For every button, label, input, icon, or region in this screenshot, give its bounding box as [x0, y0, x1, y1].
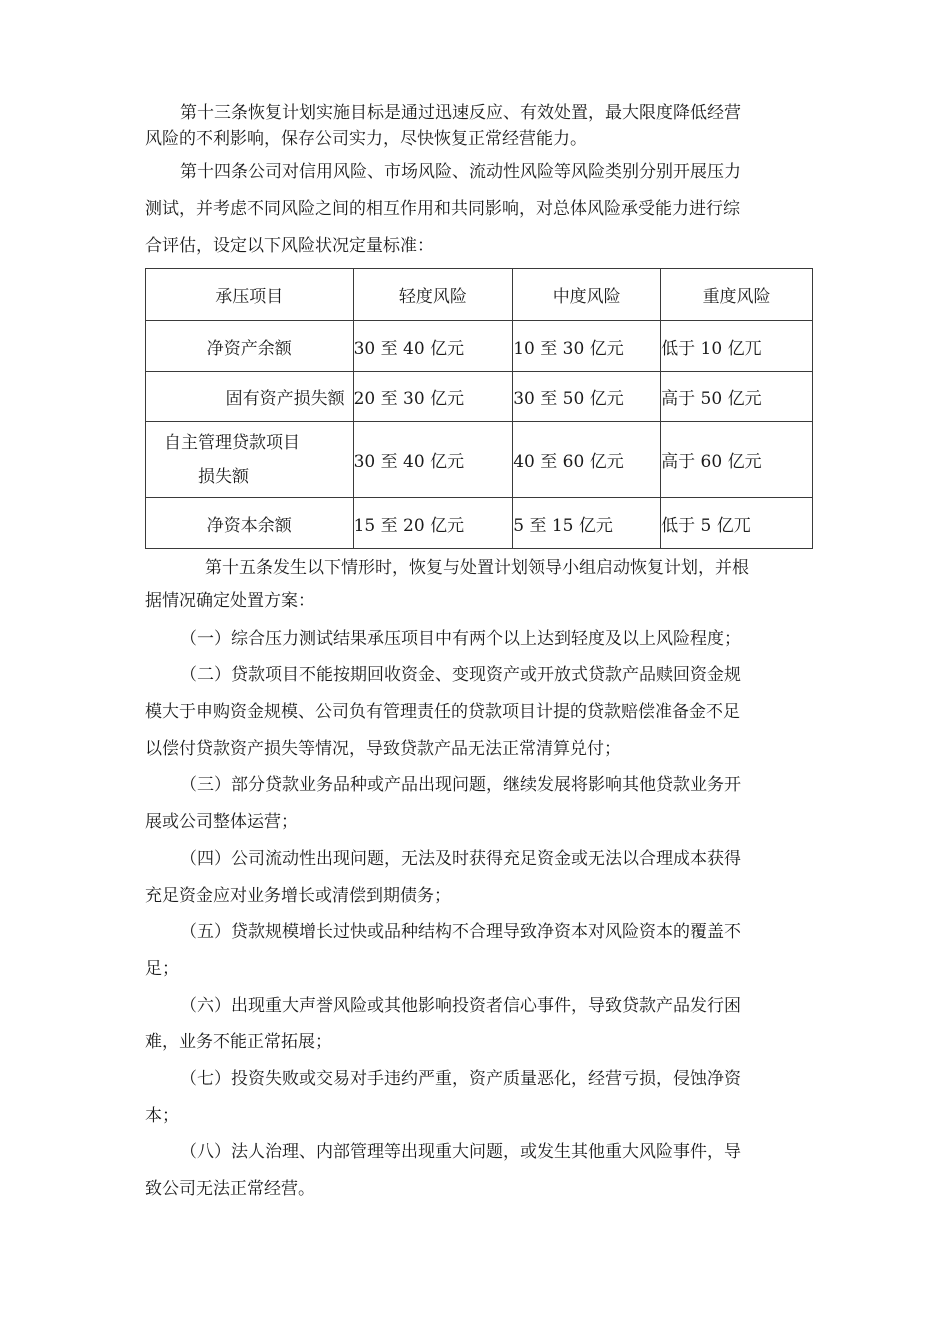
item-7-line-2: 本； — [145, 1106, 179, 1126]
item-2-line-3: 以偿付贷款资产损失等情况，导致贷款产品无法正常清算兑付； — [145, 739, 621, 759]
table-row — [146, 498, 813, 549]
row-medium: 10 至 30 亿元 — [513, 321, 661, 372]
article-14-line-3: 合评估，设定以下风险状况定量标准： — [145, 236, 434, 256]
row-heavy: 高于 50 亿元 — [661, 372, 813, 422]
item-4-line-2: 充足资金应对业务增长或清偿到期债务； — [145, 886, 451, 906]
item-3-line-1: （三）部分贷款业务品种或产品出现问题，继续发展将影响其他贷款业务开 — [180, 775, 741, 795]
header-heavy-risk: 重度风险 — [661, 269, 813, 321]
row-light: 20 至 30 亿元 — [353, 372, 513, 422]
risk-threshold-table — [145, 268, 813, 549]
item-7-line-1: （七）投资失败或交易对手违约严重，资产质量恶化，经营亏损，侵蚀净资 — [180, 1069, 741, 1089]
table-header-row — [146, 269, 813, 321]
item-8-line-1: （八）法人治理、内部管理等出现重大问题，或发生其他重大风险事件，导 — [180, 1142, 741, 1162]
item-4-line-1: （四）公司流动性出现问题，无法及时获得充足资金或无法以合理成本获得 — [180, 849, 741, 869]
row-item — [146, 422, 354, 498]
article-13-line-1: 第十三条恢复计划实施目标是通过迅速反应、有效处置，最大限度降低经营 — [180, 103, 741, 123]
row-item-line-1: 自主管理贷款项目 — [164, 432, 300, 453]
item-5-line-1: （五）贷款规模增长过快或品种结构不合理导致净资本对风险资本的覆盖不 — [180, 922, 741, 942]
row-heavy: 低于 5 亿兀 — [661, 498, 813, 549]
row-light: 30 至 40 亿元 — [353, 422, 513, 498]
row-medium: 40 至 60 亿元 — [513, 422, 661, 498]
item-1-line-1: （一）综合压力测试结果承压项目中有两个以上达到轻度及以上风险程度； — [180, 629, 741, 649]
table-row — [146, 422, 813, 498]
article-15-line-1: 第十五条发生以下情形时，恢复与处置计划领导小组启动恢复计划，并根 — [205, 558, 749, 578]
header-medium-risk: 中度风险 — [513, 269, 661, 321]
row-heavy: 高于 60 亿元 — [661, 422, 813, 498]
item-3-line-2: 展或公司整体运营； — [145, 812, 298, 832]
row-heavy: 低于 10 亿兀 — [661, 321, 813, 372]
row-item: 固有资产损失额 — [146, 372, 354, 422]
item-6-line-1: （六）出现重大声誉风险或其他影响投资者信心事件，导致贷款产品发行困 — [180, 996, 741, 1016]
item-8-line-2: 致公司无法正常经营。 — [145, 1179, 315, 1199]
article-14-line-2: 测试，并考虑不同风险之间的相互作用和共同影响，对总体风险承受能力进行综 — [145, 199, 740, 219]
row-item-line-2: 损失额 — [198, 466, 249, 487]
row-item: 净资产余额 — [146, 321, 354, 372]
row-medium: 5 至 15 亿元 — [513, 498, 661, 549]
item-2-line-1: （二）贷款项目不能按期回收资金、变现资产或开放式贷款产品赎回资金规 — [180, 665, 741, 685]
row-light: 15 至 20 亿元 — [353, 498, 513, 549]
table-row — [146, 372, 813, 422]
row-light: 30 至 40 亿元 — [353, 321, 513, 372]
header-item: 承压项目 — [146, 269, 354, 321]
item-5-line-2: 足； — [145, 959, 179, 979]
table-row — [146, 321, 813, 372]
article-15-line-2: 据情况确定处置方案： — [145, 591, 315, 611]
article-13-line-2: 风险的不利影响，保存公司实力，尽快恢复正常经营能力。 — [145, 129, 587, 149]
row-medium: 30 至 50 亿元 — [513, 372, 661, 422]
item-6-line-2: 难，业务不能正常拓展； — [145, 1032, 332, 1052]
row-item: 净资本余额 — [146, 498, 354, 549]
item-2-line-2: 模大于申购资金规模、公司负有管理责任的贷款项目计提的贷款赔偿准备金不足 — [145, 702, 740, 722]
header-light-risk: 轻度风险 — [353, 269, 513, 321]
article-14-line-1: 第十四条公司对信用风险、市场风险、流动性风险等风险类别分别开展压力 — [180, 162, 741, 182]
